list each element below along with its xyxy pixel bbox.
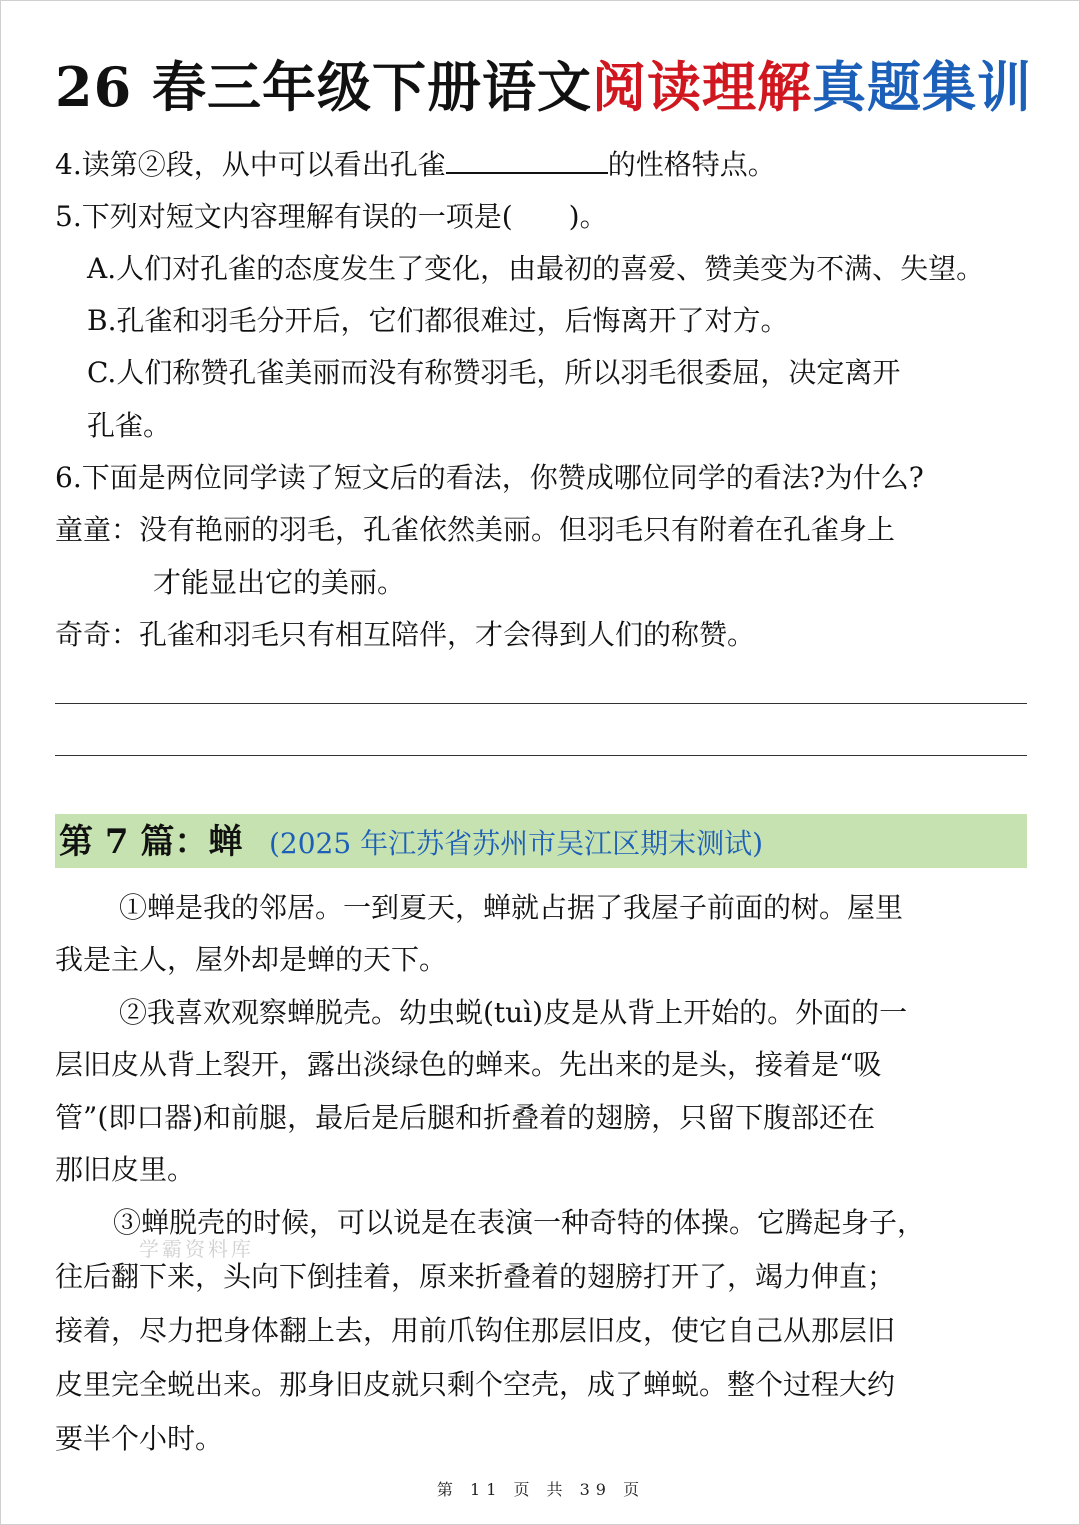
section-source: (2025 年江苏省苏州市吴江区期末测试) (269, 827, 764, 860)
question-4-text: 4.读第②段，从中可以看出孔雀 (55, 148, 446, 181)
title-part-blue: 真题集训 (811, 55, 1032, 119)
option-c-continued: 孔雀。 (87, 409, 172, 442)
question-6: 6.下面是两位同学读了短文后的看法，你赞成哪位同学的看法?为什么? (55, 461, 924, 494)
passage-line: 层旧皮从背上裂开，露出淡绿色的蝉来。先出来的是头，接着是“吸 (55, 1048, 882, 1081)
option-c: C.人们称赞孔雀美丽而没有称赞羽毛，所以羽毛很委屈，决定离开 (87, 356, 901, 389)
passage-line: ②我喜欢观察蝉脱壳。幼虫蜕(tuì)皮是从背上开始的。外面的一 (119, 996, 908, 1029)
passage-line: ③蝉脱壳的时候，可以说是在表演一种奇特的体操。它腾起身子， (113, 1206, 926, 1239)
passage-line: 那旧皮里。 (55, 1153, 196, 1186)
passage-line: 往后翻下来，头向下倒挂着，原来折叠着的翅膀打开了，竭力伸直； (55, 1260, 896, 1293)
option-b: B.孔雀和羽毛分开后，它们都很难过，后悔离开了对方。 (87, 304, 789, 337)
page-title (55, 49, 1035, 125)
question-5: 5.下列对短文内容理解有误的一项是( )。 (55, 200, 608, 233)
opinion-tongtong: 童童：没有艳丽的羽毛，孔雀依然美丽。但羽毛只有附着在孔雀身上 (55, 513, 896, 546)
opinion-qiqi: 奇奇：孔雀和羽毛只有相互陪伴，才会得到人们的称赞。 (55, 618, 756, 651)
watermark: 学霸资料库 (139, 1237, 254, 1261)
answer-line-2 (55, 755, 1027, 756)
opinion-tongtong-continued: 才能显出它的美丽。 (153, 566, 406, 599)
page-number: 第 11 页 共 39 页 (436, 1480, 646, 1499)
passage-line: ①蝉是我的邻居。一到夏天，蝉就占据了我屋子前面的树。屋里 (119, 891, 904, 924)
section-banner (55, 814, 1027, 868)
title-part-red: 阅读理解 (591, 55, 812, 119)
question-4 (55, 144, 776, 185)
question-4-tail: 的性格特点。 (607, 148, 776, 181)
passage-line: 管”(即口器)和前腿，最后是后腿和折叠着的翅膀，只留下腹部还在 (55, 1101, 876, 1134)
option-a: A.人们对孔雀的态度发生了变化，由最初的喜爱、赞美变为不满、失望。 (87, 252, 985, 285)
title-part-black: 26 春三年级下册语文 (55, 55, 592, 119)
answer-line-1 (55, 703, 1027, 704)
section-heading: 第 7 篇：蝉 (59, 822, 243, 862)
answer-blank (446, 144, 608, 174)
passage-line: 接着，尽力把身体翻上去，用前爪钩住那层旧皮，使它自己从那层旧 (55, 1314, 896, 1347)
passage-line: 皮里完全蜕出来。那身旧皮就只剩个空壳，成了蝉蜕。整个过程大约 (55, 1368, 896, 1401)
passage-line: 我是主人，屋外却是蝉的天下。 (55, 943, 448, 976)
passage-line: 要半个小时。 (55, 1422, 224, 1455)
